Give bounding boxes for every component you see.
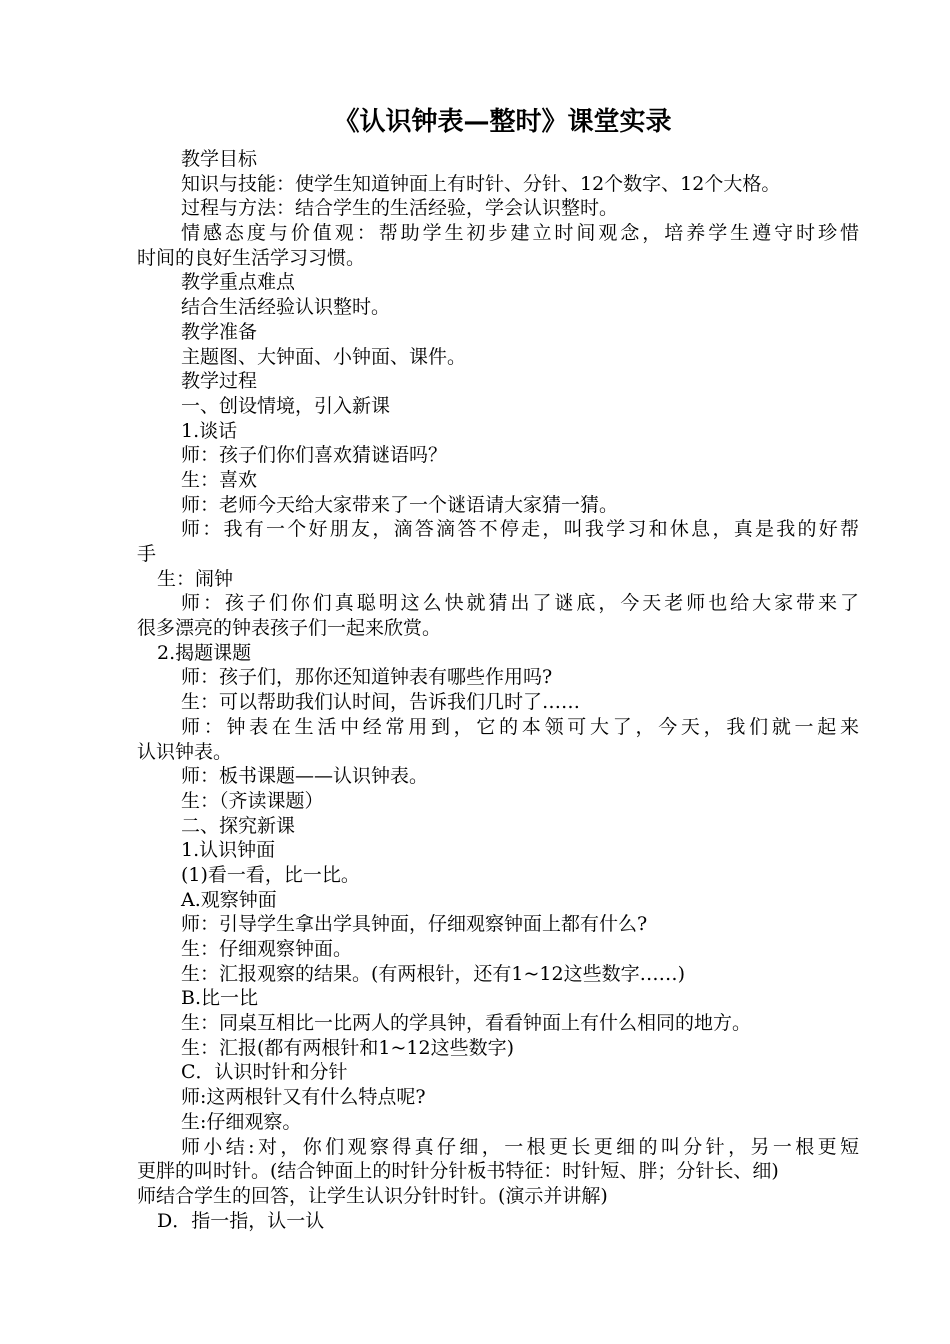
paragraph-line: 主题图、大钟面、小钟面、课件。: [181, 345, 467, 368]
dialogue-line: 生：仔细观察钟面。: [181, 938, 353, 960]
document-body: [137, 147, 859, 1233]
dialogue-line: 生：喜欢: [181, 468, 258, 491]
section-heading: 教学过程: [181, 370, 258, 393]
dialogue-line: 师：孩子们你们喜欢猜谜语吗？: [181, 444, 448, 467]
section-heading: 二、探究新课: [181, 814, 296, 837]
subsection-heading: C．认识时针和分针: [181, 1061, 348, 1084]
section-heading: 教学目标: [181, 148, 258, 170]
paragraph-line: 时间的良好生活学习习惯。: [137, 246, 366, 269]
subsection-heading: 1.谈话: [181, 419, 238, 442]
dialogue-line: 生：可以帮助我们认时间，告诉我们几时了……: [181, 691, 581, 714]
paragraph-line: 知识与技能：使学生知道钟面上有时针、分针、12个数字、12个大格。: [181, 172, 781, 195]
document-title: 《认识钟表—整时》课堂实录: [333, 107, 672, 137]
dialogue-line: 生:仔细观察。: [181, 1110, 302, 1133]
dialogue-line: 师：孩子们，那你还知道钟表有哪些作用吗?: [181, 666, 553, 689]
dialogue-line: 师：钟表在生活中经常用到，它的本领可大了，今天，我们就一起来: [181, 715, 859, 738]
paragraph-line: 结合生活经验认识整时。: [181, 296, 391, 319]
dialogue-line: 认识钟表。: [137, 740, 233, 763]
dialogue-line: 生：同桌互相比一比两人的学具钟，看看钟面上有什么相同的地方。: [181, 1012, 752, 1035]
dialogue-line: 师结合学生的回答，让学生认识分针时针。(演示并讲解): [137, 1184, 608, 1207]
dialogue-line: 师：我有一个好朋友，滴答滴答不停走，叫我学习和休息，真是我的好帮: [181, 518, 859, 541]
section-heading: 一、创设情境，引入新课: [181, 394, 391, 417]
dialogue-line: 生：（齐读课题）: [181, 789, 324, 812]
dialogue-line: 生：汇报(都有两根针和1~12这些数字): [181, 1036, 515, 1059]
subsection-heading: (1)看一看，比一比。: [181, 863, 360, 886]
subsection-heading: A.观察钟面: [181, 888, 277, 911]
dialogue-line: 师：引导学生拿出学具钟面，仔细观察钟面上都有什么?: [181, 913, 648, 936]
dialogue-line: 生：闹钟: [157, 567, 234, 590]
subsection-heading: 2.揭题课题: [157, 641, 252, 664]
dialogue-line: 师：老师今天给大家带来了一个谜语请大家猜一猜。: [181, 493, 619, 516]
section-heading: 教学重点难点: [181, 271, 296, 294]
dialogue-line: 师小结:对，你们观察得真仔细，一根更长更细的叫分针，另一根更短: [181, 1135, 859, 1158]
dialogue-line: 师:这两根针又有什么特点呢?: [181, 1086, 426, 1109]
paragraph-line: 情感态度与价值观：帮助学生初步建立时间观念，培养学生遵守时珍惜: [181, 222, 859, 245]
dialogue-line: 很多漂亮的钟表孩子们一起来欣赏。: [137, 617, 442, 640]
dialogue-line: 生：汇报观察的结果。(有两根针，还有1~12这些数字……): [181, 962, 686, 985]
subsection-heading: B.比一比: [181, 987, 259, 1010]
dialogue-line: 手: [137, 543, 157, 565]
dialogue-line: 更胖的叫时针。(结合钟面上的时针分针板书特征：时针短、胖；分针长、细): [137, 1160, 779, 1183]
dialogue-line: 师：孩子们你们真聪明这么快就猜出了谜底，今天老师也给大家带来了: [181, 592, 859, 615]
dialogue-line: 师：板书课题——认识钟表。: [181, 765, 429, 788]
subsection-heading: 1.认识钟面: [181, 839, 276, 862]
section-heading: 教学准备: [181, 320, 258, 343]
subsection-heading: D．指一指，认一认: [157, 1209, 325, 1232]
paragraph-line: 过程与方法：结合学生的生活经验，学会认识整时。: [181, 197, 619, 220]
